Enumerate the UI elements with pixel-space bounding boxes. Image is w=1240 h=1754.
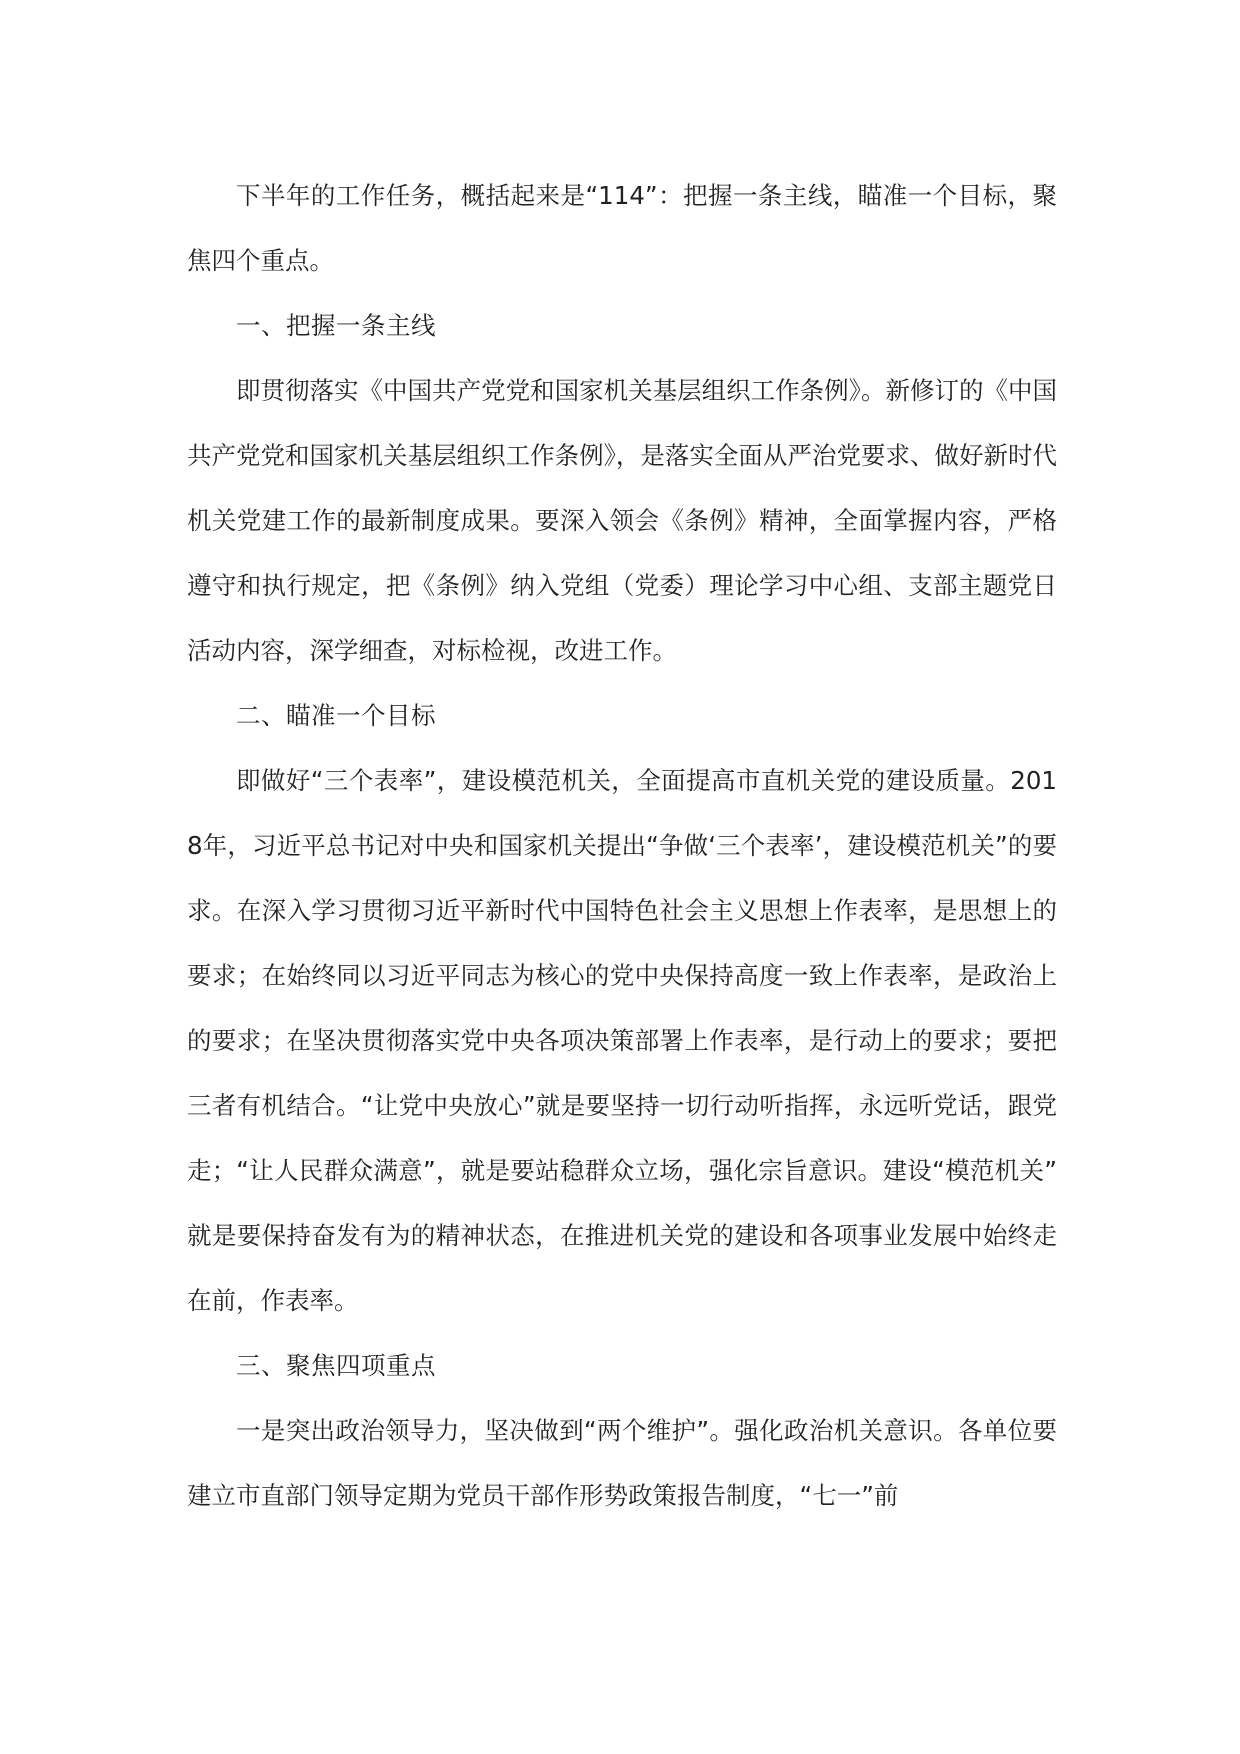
section-1-paragraph: 即贯彻落实《中国共产党党和国家机关基层组织工作条例》。新修订的《中国共产党党和国家机关基层组织工作条例》，是落实全面从严治党要求、做好新时代机关党建工作的最新制度成果。要深入领会《条例》精神，全面掌握内容，严格遵守和执行规定，把《条例》纳入党组（党委）理论学习中心组、支部主题党日活动内容，深学细查，对标检视，改进工作。 xyxy=(187,376,1057,665)
section-heading-1: 一、把握一条主线 xyxy=(236,311,436,340)
section-heading-3: 三、聚焦四项重点 xyxy=(236,1351,436,1380)
section-2-paragraph: 即做好“三个表率”，建设模范机关，全面提高市直机关党的建设质量。2018年，习近平总书记对中央和国家机关提出“争做‘三个表率’，建设模范机关”的要求。在深入学习贯彻习近平新时代中国特色社会主义思想上作表率，是思想上的要求；在始终同以习近平同志为核心的党中央保持高度一致上作表率，是政治上的要求；在坚决贯彻落实党中央各项决策部署上作表率，是行动上的要求；要把三者有机结合。“让党中央放心”就是要坚持一切行动听指挥，永远听党话，跟党走；“让人民群众满意”，就是要站稳群众立场，强化宗旨意识。建设“模范机关”就是要保持奋发有为的精神状态，在推进机关党的建设和各项事业发展中始终走在前，作表率。 xyxy=(187,766,1057,1315)
section-3-paragraph: 一是突出政治领导力，坚决做到“两个维护”。强化政治机关意识。各单位要建立市直部门领导定期为党员干部作形势政策报告制度，“七一”前 xyxy=(187,1416,1057,1510)
section-heading-2: 二、瞄准一个目标 xyxy=(236,701,436,730)
intro-paragraph: 下半年的工作任务，概括起来是“114”：把握一条主线，瞄准一个目标，聚焦四个重点。 xyxy=(187,181,1057,275)
document-body xyxy=(187,163,1057,1528)
